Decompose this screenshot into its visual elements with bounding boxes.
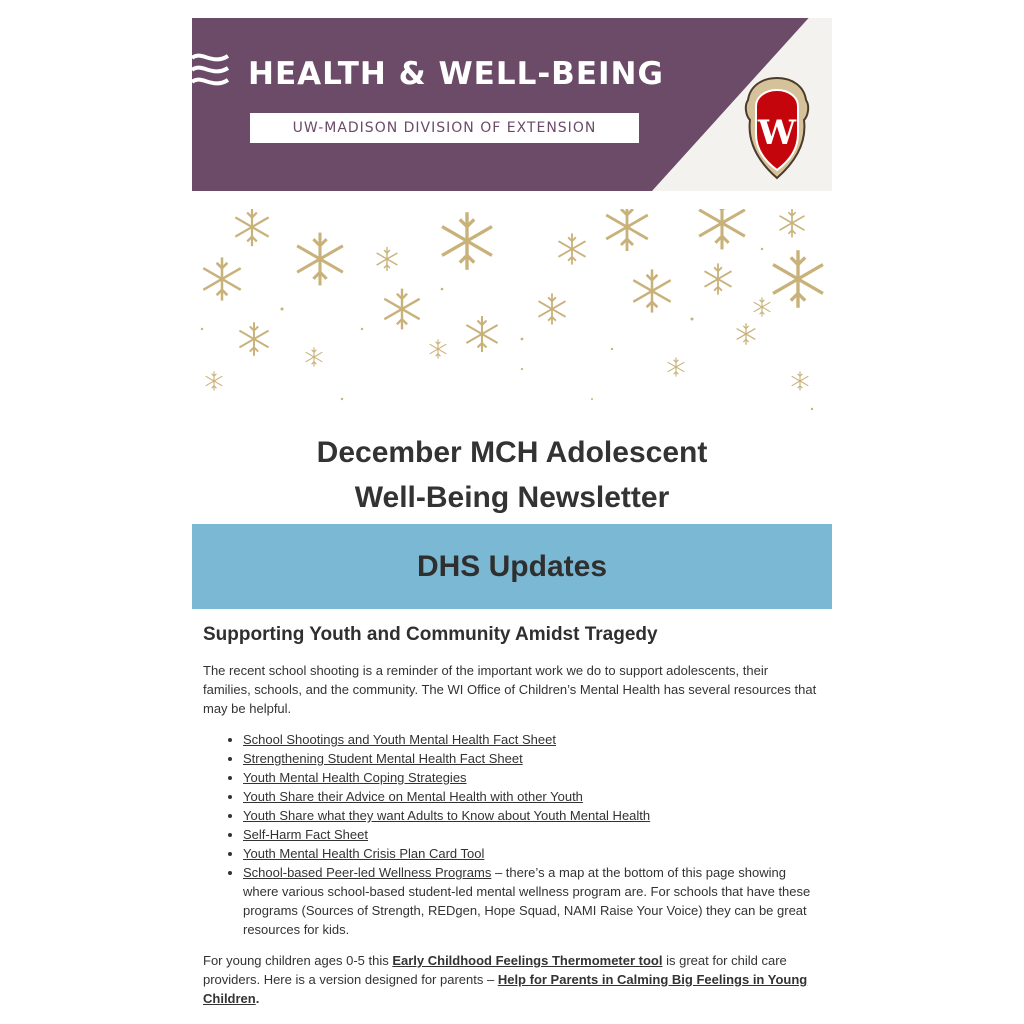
crest-letter: W	[757, 113, 797, 153]
title-line-2: Well-Being Newsletter	[354, 481, 670, 514]
list-item	[243, 806, 818, 825]
resource-link[interactable]: Youth Mental Health Coping Strategies	[243, 770, 467, 785]
banner-subtitle: UW-MADISON DIVISION OF EXTENSION	[250, 113, 639, 143]
section-band-heading: DHS Updates	[416, 550, 608, 583]
header-banner	[192, 18, 832, 191]
resource-link[interactable]: School-based Peer-led Wellness Programs	[243, 865, 492, 880]
list-item	[243, 787, 818, 806]
resource-link[interactable]: Youth Mental Health Crisis Plan Card Tool	[243, 846, 485, 861]
resource-link[interactable]: Youth Share their Advice on Mental Health with other Youth	[243, 789, 583, 804]
snowflake-cluster	[203, 209, 823, 391]
snowflakes-decoration	[192, 209, 832, 431]
article	[203, 623, 818, 1020]
resource-link[interactable]: Strengthening Student Mental Health Fact Sheet	[243, 751, 523, 766]
newsletter-container	[192, 18, 832, 1006]
article-heading: Supporting Youth and Community Amidst Tragedy	[203, 624, 658, 645]
feelings-thermometer-link[interactable]: Early Childhood Feelings Thermometer tool	[392, 953, 663, 968]
list-item	[243, 844, 818, 863]
closing-text-1: For young children ages 0-5 this	[203, 953, 393, 968]
resource-list	[203, 730, 818, 939]
closing-paragraph	[203, 951, 818, 1008]
newsletter-title	[192, 430, 832, 520]
list-item	[243, 749, 818, 768]
resource-link[interactable]: School Shootings and Youth Mental Health Fact Sheet	[243, 732, 556, 747]
list-item	[243, 768, 818, 787]
banner-title: HEALTH & WELL-BEING	[248, 56, 664, 92]
uw-crest-logo	[742, 76, 812, 180]
list-item	[243, 863, 818, 939]
closing-text-2: is great for child care providers. Here is a version designed for parents –	[203, 953, 787, 987]
closing-text-3: .	[255, 991, 260, 1006]
section-band	[192, 524, 832, 609]
article-intro: The recent school shooting is a reminder of the important work we do to support adolescents, their families, schools, and the community. The WI Office of Children’s Mental Health has several resources that may be helpful.	[203, 663, 817, 716]
waves-icon	[192, 52, 232, 92]
parents-calming-link[interactable]: Help for Parents in Calming Big Feelings in Young Children	[203, 972, 808, 1006]
resource-link[interactable]: Youth Share what they want Adults to Know about Youth Mental Health	[243, 808, 651, 823]
resource-link[interactable]: Self-Harm Fact Sheet	[243, 827, 368, 842]
list-item-description: – there’s a map at the bottom of this page showing where various school-based student-led mental wellness program are. For schools that have these programs (Sources of Strength, REDgen, Hope Squad, NAMI Raise Your Voice) they can be great resources for kids.	[243, 865, 811, 937]
list-item	[243, 730, 818, 749]
snow-dots	[201, 248, 813, 410]
list-item	[243, 825, 818, 844]
title-line-1: December MCH Adolescent	[316, 436, 708, 469]
